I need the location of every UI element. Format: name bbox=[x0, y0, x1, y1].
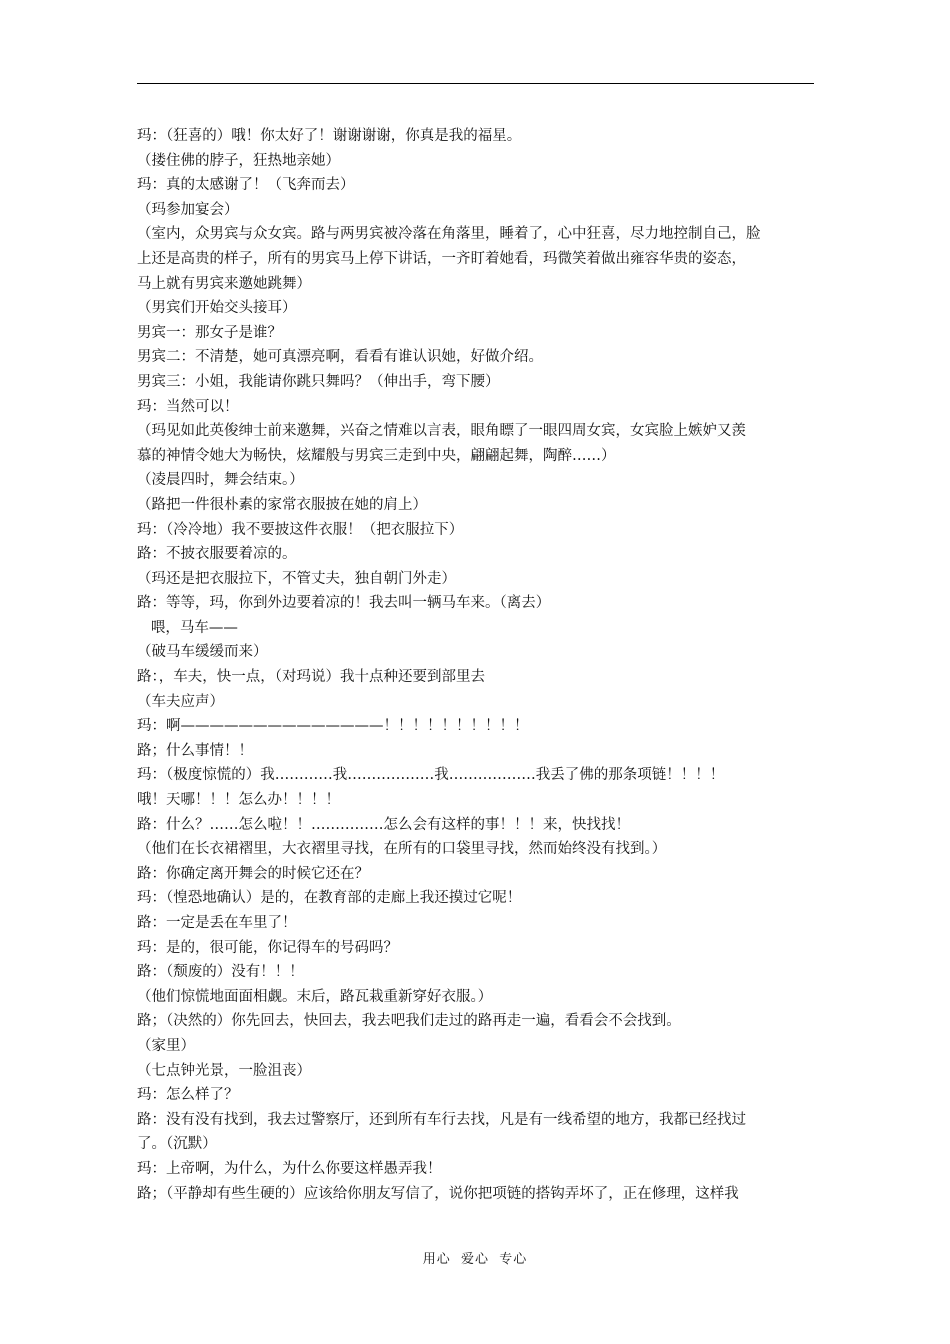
text-line: 男宾二：不清楚，她可真漂亮啊，看看有谁认识她，好做介绍。 bbox=[137, 349, 543, 366]
header-rule bbox=[137, 83, 814, 84]
text-line: 玛：上帝啊，为什么，为什么你要这样愚弄我！ bbox=[137, 1160, 442, 1177]
text-line: 玛：（冷冷地）我不要披这件衣服！（把衣服拉下） bbox=[137, 521, 464, 538]
text-line: 上还是高贵的样子，所有的男宾马上停下讲话，一齐盯着她看，玛微笑着做出雍容华贵的姿态， bbox=[137, 250, 746, 267]
text-line: （他们在长衣裙褶里，大衣褶里寻找，在所有的口袋里寻找，然而始终没有找到。） bbox=[137, 841, 667, 858]
text-line: （凌晨四时，舞会结束。） bbox=[137, 472, 304, 489]
text-line: 马上就有男宾来邀她跳舞） bbox=[137, 275, 311, 292]
text-line: 玛：当然可以！ bbox=[137, 398, 239, 415]
text-line: 玛：（惶恐地确认）是的，在教育部的走廊上我还摸过它呢！ bbox=[137, 890, 522, 907]
text-line: （车夫应声） bbox=[137, 693, 224, 710]
text-line: 路；什么事情！！ bbox=[137, 742, 253, 759]
text-line: （路把一件很朴素的家常衣服披在她的肩上） bbox=[137, 496, 427, 513]
text-line: 路：不披衣服要着凉的。 bbox=[137, 546, 297, 563]
text-line: 路：等等，玛，你到外边要着凉的！我去叫一辆马车来。（离去） bbox=[137, 595, 551, 612]
text-line: （他们惊慌地面面相觑。末后，路瓦栽重新穿好衣服。） bbox=[137, 988, 493, 1005]
text-line: 玛：（极度惊慌的）我…………我………………我………………我丢了佛的那条项链！！！！ bbox=[137, 767, 725, 784]
text-line: 路；（平静却有些生硬的）应该给你朋友写信了，说你把项链的搭钩弄坏了，正在修理，这样我 bbox=[137, 1185, 739, 1202]
text-line: （玛见如此英俊绅士前来邀舞，兴奋之情难以言表，眼角瞟了一眼四周女宾，女宾脸上嫉妒又羡 bbox=[137, 423, 746, 440]
text-line: 了。（沉默） bbox=[137, 1136, 217, 1153]
text-line: 路：（颓废的）没有！！！ bbox=[137, 964, 304, 981]
page-footer: 用心 爱心 专心 bbox=[422, 1252, 528, 1267]
text-line: （破马车缓缓而来） bbox=[137, 644, 268, 661]
text-line: （男宾们开始交头接耳） bbox=[137, 300, 297, 317]
text-line: 喂，马车—— bbox=[137, 619, 238, 636]
text-line: 路：一定是丢在车里了！ bbox=[137, 915, 297, 931]
text-line: （玛参加宴会） bbox=[137, 201, 239, 218]
text-line: 慕的神情令她大为畅快，炫耀般与男宾三走到中央，翩翩起舞，陶醉……） bbox=[137, 447, 616, 464]
text-line: 玛：啊——————————————！！！！！！！！！！ bbox=[137, 718, 529, 735]
text-line: 玛：是的，很可能，你记得车的号码吗？ bbox=[137, 939, 398, 956]
text-line: 路：你确定离开舞会的时候它还在？ bbox=[137, 865, 369, 882]
text-line: （玛还是把衣服拉下，不管丈夫，独自朝门外走） bbox=[137, 570, 456, 587]
text-line: 玛：（狂喜的）哦！你太好了！谢谢谢谢，你真是我的福星。 bbox=[137, 128, 522, 144]
text-line: 玛：怎么样了？ bbox=[137, 1087, 239, 1104]
text-line: 路；（决然的）你先回去，快回去，我去吧我们走过的路再走一遍，看看会不会找到。 bbox=[137, 1013, 681, 1030]
text-line: 路：什么？……怎么啦！！……………怎么会有这样的事！！！来，快找找！ bbox=[137, 816, 630, 833]
text-line: （搂住佛的脖子，狂热地亲她） bbox=[137, 152, 340, 169]
text-line: （家里） bbox=[137, 1037, 195, 1054]
text-line: 男宾一：那女子是谁？ bbox=[137, 324, 282, 341]
text-line: 玛：真的太感谢了！（飞奔而去） bbox=[137, 177, 355, 194]
text-line: （室内，众男宾与众女宾。路与两男宾被冷落在角落里，睡着了，心中狂喜，尽力地控制自己，脸 bbox=[137, 226, 761, 243]
text-line: （七点钟光景，一脸沮丧） bbox=[137, 1062, 311, 1079]
text-line: 男宾三：小姐，我能请你跳只舞吗？（伸出手，弯下腰） bbox=[137, 373, 500, 390]
text-line: 路：，车夫，快一点，（对玛说）我十点种还要到部里去 bbox=[137, 669, 485, 686]
text-line: 哦！天哪！！！怎么办！！！！ bbox=[137, 792, 340, 809]
script-body bbox=[137, 124, 817, 1206]
text-line: 路：没有没有找到，我去过警察厅，还到所有车行去找，凡是有一线希望的地方，我都已经找过 bbox=[137, 1111, 746, 1128]
